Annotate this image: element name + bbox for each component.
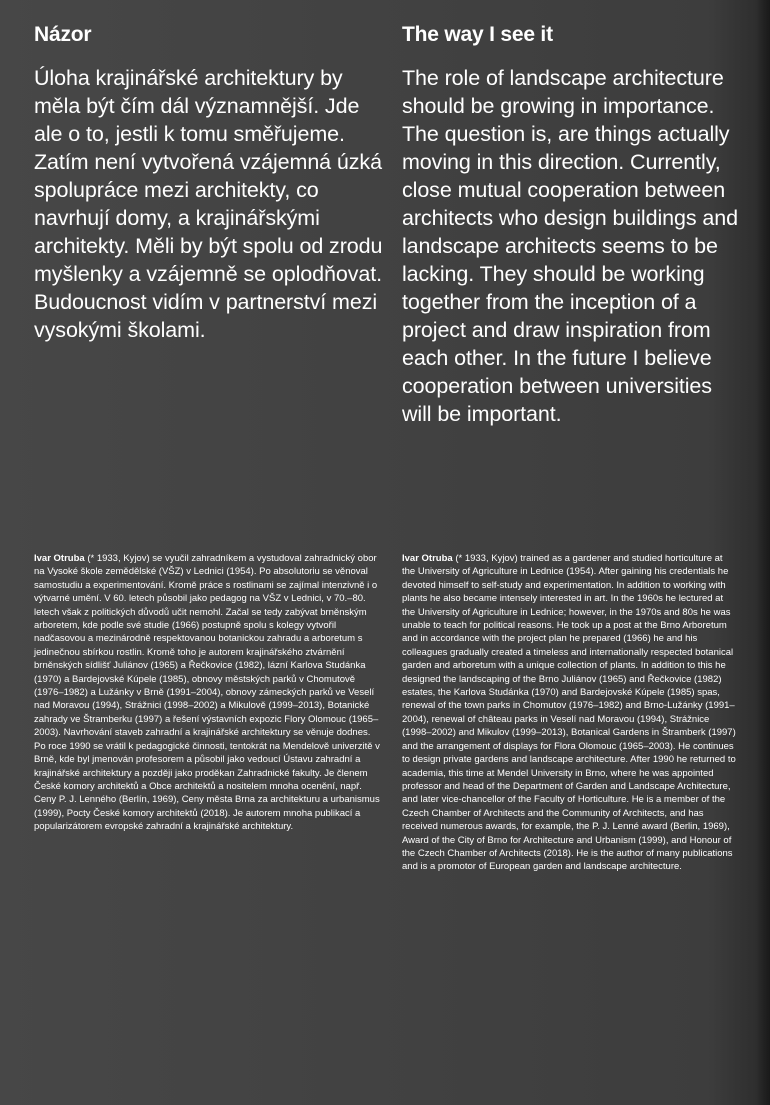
english-heading: The way I see it (402, 23, 553, 46)
english-biography (402, 552, 738, 874)
english-column (402, 22, 770, 428)
english-bio-name: Ivar Otruba (402, 553, 453, 564)
czech-biography (34, 552, 382, 834)
czech-heading: Názor (34, 23, 92, 46)
czech-column (34, 22, 384, 344)
czech-bio-text: (* 1933, Kyjov) se vyučil zahradníkem a vystudoval zahradnický obor na Vysoké škole zemědělské (VŠZ) v Lednici (1954). Po absolutoriu se věnoval samostudiu a experimentování. Kromě práce s rostlinami se zajímal intenzivně i o výtvarné umění. V 60. letech působil jako pedagog na VŠZ v Lednici, v 70.–80. letech však z politických důvodů učit nemohl. Začal se tedy zabývat brněnským arboretem, kde podle své studie (1966) postupně spolu s kolegy vytvořil nadčasovou a mezinárodně respektovanou botanickou zahradu a arboretum s jedinečnou sbírkou rostlin. Kromě toho je autorem krajinářského ztvárnění brněnských sídlišť Juliánov (1965) a Řečkovice (1982), lázní Karlova Studánka (1970) a Bardejovské Kúpele (1985), obnovy městských parků v Chomutově (1976–1982) a Lužánky v Brně (1991–2004), obnovy zámeckých parků ve Veselí nad Moravou (1994), Strážnici (1998–2002) a Mikulově (1999–2013), Botanické zahrady ve Štramberku (1997) a řešení výstavních expozic Flory Olomouc (1965–2003). Navrhování staveb zahradní a krajinářské architektury se věnuje dodnes. Po roce 1990 se vrátil k pedagogické činnosti, tentokrát na Mendelově univerzitě v Brně, kde byl jmenován profesorem a působil jako vedoucí Ústavu zahradní a krajinářské architektury a později jako proděkan Zahradnické fakulty. Je členem České komory architektů a Obce architektů a nositelem mnoha ocenění, např. Ceny P. J. Lenného (Berlín, 1969), Ceny města Brna za architekturu a urbanismus (1999), Pocty České komory architektů (2018). Je autorem mnoha publikací a popularizátorem evropské zahradní a krajinářské architektury. (34, 553, 380, 833)
czech-opinion-text: Úloha krajinářské architektury by měla být čím dál významnější. Jde ale o to, jestli k tomu směřujeme. Zatím není vytvořená vzájemná úzká spolupráce mezi architekty, co navrhují domy, a krajinářskými architekty. Měli by být spolu od zrodu myšlenky a vzájemně se oplodňovat. Budoucnost vidím v partnerství mezi vysokými školami. (34, 66, 383, 342)
czech-bio-name: Ivar Otruba (34, 553, 85, 564)
english-opinion-text: The role of landscape architecture should be growing in importance. The question is, are things actually moving in this direction. Currently, close mutual cooperation between architects who design buildings and landscape architects seems to be lacking. They should be working together from the inception of a project and draw inspiration from each other. In the future I believe cooperation between universities will be important. (402, 66, 738, 426)
page-gutter-shadow (756, 0, 770, 1105)
english-bio-text: (* 1933, Kyjov) trained as a gardener and studied horticulture at the University of Agriculture in Lednice (1954). After gaining his credentials he devoted himself to self-study and experimentation. In addition to working with plants he also became intensely interested in art. In the 1960s he lectured at the University of Agriculture in Lednice; however, in the 1970s and 80s he was unable to teach for political reasons. He took up a post at the Brno Arboretum and in accordance with the project plan he prepared (1966) he and his colleagues gradually created a timeless and internationally respected botanical garden and arboretum with a unique collection of plants. In addition to this he designed the landscaping of the Brno Juliánov (1965) and Řečkovice (1982) estates, the Karlova Studánka (1970) and Bardejovské Kúpele (1985) spas, renewal of the town parks in Chomutov (1976–1982) and Brno-Lužánky (1991–2004), renewal of château parks in Veselí nad Moravou (1994), Strážnice (1998–2002) and Mikulov (1999–2013), Botanical Gardens in Štramberk (1997) and the arrangement of displays for Flora Olomouc (1965–2003). He continues to design private gardens and landscape architecture. After 1990 he returned to academia, this time at Mendel University in Brno, where he was appointed professor and head of the Department of Garden and Landscape Architecture, and later vice-chancellor of the Faculty of Horticulture. He is a member of the Czech Chamber of Architects and the Community of Architects, and has received numerous awards, for example, the P. J. Lenné award (Berlin, 1969), Award of the City of Brno for Architecture and Urbanism (1999), and Honour of the Czech Chamber of Architects (2018). He is the author of many publications and is a promotor of European garden and landscape architecture. (402, 553, 736, 873)
